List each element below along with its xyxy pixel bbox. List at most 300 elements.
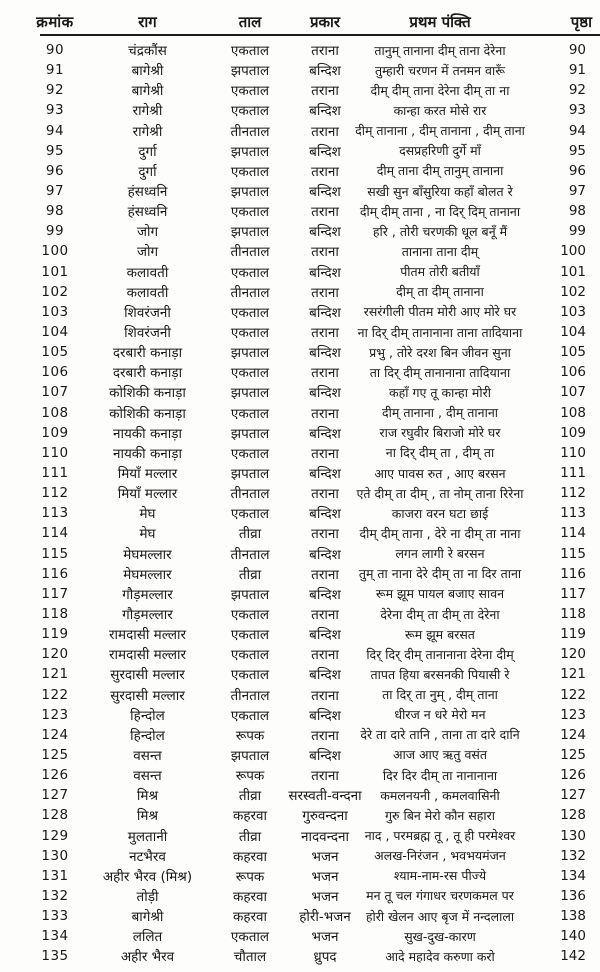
page-number: 126 xyxy=(560,767,586,784)
page-number: 136 xyxy=(560,887,586,904)
composition-type: होरी-भजन xyxy=(299,909,351,926)
raga-name: नायकी कनाड़ा xyxy=(112,425,183,442)
table-row xyxy=(0,80,600,100)
page-number: 142 xyxy=(560,948,586,965)
page-number: 90 xyxy=(568,42,586,59)
table-row xyxy=(0,423,600,443)
first-line-text: तानुम् तानाना दीम् ताना देरेना xyxy=(374,42,506,58)
page-number: 96 xyxy=(568,162,586,179)
composition-type: बन्दिश xyxy=(309,224,341,241)
page-number: 111 xyxy=(560,465,586,482)
raga-name: मियाँ मल्लार xyxy=(117,466,178,483)
table-row xyxy=(0,403,600,423)
table-row xyxy=(0,685,600,705)
taal-name: कहरवा xyxy=(232,848,268,865)
page-number: 118 xyxy=(560,606,586,622)
table-row xyxy=(0,725,600,745)
taal-name: रूपक xyxy=(235,868,265,885)
serial-number: 123 xyxy=(41,706,69,723)
raga-name: तोड़ी xyxy=(136,888,159,905)
taal-name: कहरवा xyxy=(232,909,268,926)
raga-name: हिन्दोल xyxy=(130,727,165,744)
composition-type: तराना xyxy=(311,43,339,60)
raga-name: मेघ xyxy=(139,506,156,523)
serial-number: 129 xyxy=(41,827,69,844)
composition-type: भजन xyxy=(311,848,339,865)
taal-name: एकताल xyxy=(230,647,270,664)
page-number: 102 xyxy=(560,283,586,300)
page-number: 128 xyxy=(560,807,586,824)
taal-name: एकताल xyxy=(230,325,270,342)
serial-number: 115 xyxy=(41,545,69,562)
serial-number: 98 xyxy=(45,203,65,220)
composition-type: बन्दिश xyxy=(309,103,341,120)
first-line-text: दीम् दीम् ताना , ना दिर् दिम् तानाना xyxy=(359,203,521,219)
first-line-text: देरे ता दारे तानि , ताना ता दारे दानि xyxy=(360,727,520,743)
page-number: 95 xyxy=(568,142,586,159)
table-body xyxy=(0,36,600,966)
first-line-text: दीम् तानाना , दीम् तानाना , दीम् ताना xyxy=(355,123,525,139)
taal-name: एकताल xyxy=(230,304,270,321)
composition-type: नादवन्दना xyxy=(301,828,349,845)
first-line-text: अलख-निरंजन , भवभयमंजन xyxy=(374,848,506,864)
serial-number: 112 xyxy=(41,485,69,502)
composition-type: बन्दिश xyxy=(309,184,341,201)
table-row xyxy=(0,503,600,523)
table-row xyxy=(0,926,600,946)
taal-name: तीनताल xyxy=(230,546,270,563)
raga-name: जोग xyxy=(136,244,159,261)
first-line-text: आज आए ऋतु वसंत xyxy=(393,747,487,763)
raga-name: हिन्दोल xyxy=(130,707,165,724)
page-number: 123 xyxy=(560,706,586,723)
raga-name: सुरदासी मल्लार xyxy=(110,687,185,704)
page-number: 125 xyxy=(560,746,586,763)
table-row xyxy=(0,201,600,221)
taal-name: एकताल xyxy=(230,365,270,382)
column-header-taal: ताल xyxy=(238,13,262,31)
raga-name: ललित xyxy=(132,929,163,946)
serial-number: 125 xyxy=(41,746,69,763)
page-number: 140 xyxy=(560,928,586,945)
raga-name: शिवरंजनी xyxy=(124,325,171,342)
first-line-text: तुम् ता नाना देरे दीम् ता ना दिर ताना xyxy=(358,566,522,582)
taal-name: एकताल xyxy=(230,506,270,523)
raga-name: मियाँ मल्लार xyxy=(117,486,178,503)
page-number: 104 xyxy=(560,324,586,341)
composition-type: तराना xyxy=(311,727,339,744)
page-number: 122 xyxy=(560,686,586,703)
first-line-text: तुम्हारी चरणन में तनमन वारूँ xyxy=(375,62,505,78)
table-row xyxy=(0,785,600,805)
serial-number: 126 xyxy=(41,767,69,784)
first-line-text: ना दिर् दीम् ता , दीम् ता xyxy=(385,445,495,461)
table-row xyxy=(0,745,600,765)
table-row xyxy=(0,282,600,302)
composition-type: बन्दिश xyxy=(309,264,341,281)
serial-number: 121 xyxy=(41,666,69,683)
raga-name: वसन्त xyxy=(133,747,162,764)
serial-number: 114 xyxy=(41,525,69,542)
composition-type: तराना xyxy=(311,204,339,221)
table-header-row xyxy=(0,0,600,33)
composition-type: तराना xyxy=(311,687,339,704)
table-row xyxy=(0,322,600,342)
page-number: 134 xyxy=(560,867,586,884)
taal-name: एकताल xyxy=(230,627,270,644)
taal-name: एकताल xyxy=(230,43,270,60)
serial-number: 90 xyxy=(45,42,65,59)
raga-name: कलावती xyxy=(126,264,169,281)
page-number: 120 xyxy=(560,646,586,663)
taal-name: झपताल xyxy=(230,586,270,603)
page-number: 127 xyxy=(560,787,586,804)
page-number: 107 xyxy=(560,384,586,401)
page-number: 112 xyxy=(560,485,586,502)
raga-name: रागेश्री xyxy=(132,123,163,140)
raga-name: बागेश्री xyxy=(131,63,164,80)
first-line-text: लगन लागी रे बरसन xyxy=(395,546,485,562)
first-line-text: आदे महादेव करुणा करो xyxy=(385,948,495,964)
table-row xyxy=(0,221,600,241)
raga-name: कोशिकी कनाड़ा xyxy=(109,385,186,402)
page-number: 130 xyxy=(560,827,586,844)
raga-name: अहीर भैरव xyxy=(120,949,175,966)
table-row xyxy=(0,765,600,785)
first-line-text: कहाँ गए तू कान्हा मोरी xyxy=(389,384,491,400)
raga-name: रामदासी मल्लार xyxy=(108,627,186,644)
first-line-text: तापत हिया बरसनकी पियासी रे xyxy=(370,666,510,682)
table-row xyxy=(0,564,600,584)
table-row xyxy=(0,241,600,261)
page-number: 121 xyxy=(560,666,586,683)
serial-number: 95 xyxy=(45,142,65,159)
serial-number: 92 xyxy=(45,82,65,99)
composition-type: सरस्वती-वन्दना xyxy=(288,788,362,805)
first-line-text: देरेना दीम् ता दीम् ता देरेना xyxy=(380,606,500,622)
first-line-text: सुख-दुख-कारण xyxy=(404,928,476,944)
page-number: 97 xyxy=(568,183,586,200)
page-number: 116 xyxy=(560,565,586,582)
column-header-first-line: प्रथम पंक्ति xyxy=(409,13,471,31)
first-line-text: हरि , तोरी चरणकी धूल बनूँ मैं xyxy=(372,223,508,239)
taal-name: एकताल xyxy=(230,83,270,100)
composition-type: तराना xyxy=(311,607,339,623)
table-row xyxy=(0,604,600,624)
first-line-text: ता दिर् ता नुम् , दीम् ताना xyxy=(382,687,498,703)
serial-number: 102 xyxy=(41,283,69,300)
raga-name: मिश्र xyxy=(136,788,159,805)
first-line-text: पीतम तोरी बतीयाँ xyxy=(400,264,480,280)
page-number: 92 xyxy=(568,82,586,99)
composition-type: भजन xyxy=(311,888,339,905)
raga-name: कोशिकी कनाड़ा xyxy=(109,405,186,422)
composition-type: तराना xyxy=(311,768,339,785)
serial-number: 109 xyxy=(41,424,69,441)
composition-type: तराना xyxy=(311,83,339,100)
table-row xyxy=(0,463,600,483)
taal-name: एकताल xyxy=(230,667,270,684)
table-row xyxy=(0,60,600,80)
table-row xyxy=(0,483,600,503)
table-row xyxy=(0,846,600,866)
first-line-text: मन तू चल गंगाधर चरणकमल पर xyxy=(366,888,514,904)
taal-name: तीनताल xyxy=(230,123,270,140)
first-line-text: गुरु बिन मेरो कौन सहारा xyxy=(385,807,495,823)
raga-name: मुलतानी xyxy=(127,828,168,845)
table-row xyxy=(0,866,600,886)
serial-number: 106 xyxy=(41,364,69,381)
serial-number: 119 xyxy=(41,626,69,643)
table-row xyxy=(0,906,600,926)
serial-number: 97 xyxy=(45,183,65,200)
serial-number: 107 xyxy=(41,384,69,401)
composition-type: बन्दिश xyxy=(309,345,341,362)
table-row xyxy=(0,443,600,463)
composition-type: बन्दिश xyxy=(309,667,341,684)
table-row xyxy=(0,100,600,120)
serial-number: 94 xyxy=(45,122,65,139)
first-line-text: दसप्रहरिणी दुर्गे माँ xyxy=(399,143,481,159)
serial-number: 104 xyxy=(41,324,69,341)
first-line-text: दीम् दीम् ताना , देरे ना दीम् ता नाना xyxy=(359,525,521,541)
taal-name: तीव्रा xyxy=(238,788,262,805)
taal-name: कहरवा xyxy=(232,888,268,905)
taal-name: झपताल xyxy=(230,224,270,241)
composition-type: तराना xyxy=(311,284,339,301)
taal-name: एकताल xyxy=(230,405,270,422)
taal-name: तीव्रा xyxy=(238,828,262,845)
first-line-text: प्रभु , तोरे दरश बिन जीवन सुना xyxy=(369,344,511,360)
serial-number: 127 xyxy=(41,787,69,804)
taal-name: झपताल xyxy=(230,466,270,483)
first-line-text: राज रघुवीर बिराजो मोरे घर xyxy=(379,425,501,441)
raga-name: हंसध्वनि xyxy=(127,204,168,221)
composition-type: तराना xyxy=(311,647,339,664)
table-row xyxy=(0,664,600,684)
serial-number: 101 xyxy=(41,263,69,280)
raga-name: वसन्त xyxy=(133,768,162,785)
taal-name: रूपक xyxy=(235,727,265,744)
first-line-text: रसरंगीली पीतम मोरी आए मोरे घर xyxy=(363,304,517,320)
raga-name: मिश्र xyxy=(136,808,159,825)
serial-number: 133 xyxy=(41,908,69,925)
serial-number: 91 xyxy=(45,62,65,79)
taal-name: झपताल xyxy=(230,143,270,160)
page-number: 110 xyxy=(560,444,586,461)
first-line-text: आए पावस रुत , आए बरसन xyxy=(374,465,506,481)
serial-number: 100 xyxy=(41,243,69,260)
composition-type: गुरुवन्दना xyxy=(302,808,348,825)
first-line-text: होरी खेलन आए बृज में नन्दलाला xyxy=(365,908,515,924)
serial-number: 134 xyxy=(41,928,69,945)
page-number: 100 xyxy=(560,243,586,260)
raga-name: शिवरंजनी xyxy=(124,304,171,321)
page-number: 138 xyxy=(560,908,586,925)
first-line-text: रूम झूम बरसत xyxy=(405,626,475,642)
composition-type: बन्दिश xyxy=(309,425,341,442)
composition-type: तराना xyxy=(311,365,339,382)
taal-name: एकताल xyxy=(230,707,270,724)
first-line-text: रूम झूम पायल बजाए सावन xyxy=(375,586,505,602)
table-row xyxy=(0,644,600,664)
serial-number: 130 xyxy=(41,847,69,864)
first-line-text: दीम् दीम् ताना देरेना दीम् ता ना xyxy=(370,82,510,98)
table-row xyxy=(0,805,600,825)
composition-type: बन्दिश xyxy=(309,627,341,644)
table-row xyxy=(0,946,600,966)
raga-name: रामदासी मल्लार xyxy=(108,647,186,664)
serial-number: 131 xyxy=(41,867,69,884)
taal-name: एकताल xyxy=(230,163,270,180)
raga-name: दरबारी कनाड़ा xyxy=(112,345,183,362)
raga-name: नायकी कनाड़ा xyxy=(112,445,183,462)
composition-type: तराना xyxy=(311,486,339,503)
page-number: 115 xyxy=(560,545,586,562)
taal-name: एकताल xyxy=(230,607,270,623)
table-row xyxy=(0,362,600,382)
serial-number: 96 xyxy=(45,162,65,179)
table-row xyxy=(0,584,600,604)
serial-number: 135 xyxy=(41,948,69,965)
page-number: 105 xyxy=(560,344,586,361)
page-number: 103 xyxy=(560,303,586,320)
first-line-text: ना दिर् दीम् तानानाना ताना तादियाना xyxy=(357,324,523,340)
serial-number: 103 xyxy=(41,303,69,320)
raga-name: दरबारी कनाड़ा xyxy=(112,365,183,382)
raga-name: गौड़मल्लार xyxy=(122,586,173,603)
raga-name: कलावती xyxy=(126,284,169,301)
first-line-text: धीरज न धरे मेरो मन xyxy=(394,707,486,723)
raga-name: सुरदासी मल्लार xyxy=(110,667,185,684)
first-line-text: दीम् ताना दीम् तानुम् तानाना xyxy=(376,163,504,179)
page-number: 113 xyxy=(560,505,586,522)
table-row xyxy=(0,262,600,282)
taal-name: रूपक xyxy=(235,768,265,785)
raga-name: मेघमल्लार xyxy=(123,566,172,583)
column-header-raga: राग xyxy=(138,13,157,31)
composition-type: बन्दिश xyxy=(309,506,341,523)
serial-number: 122 xyxy=(41,686,69,703)
raga-name: नटभैरव xyxy=(129,848,166,865)
taal-name: कहरवा xyxy=(232,808,268,825)
page-number: 94 xyxy=(568,122,586,139)
raga-name: जोग xyxy=(136,224,159,241)
taal-name: एकताल xyxy=(230,103,270,120)
page-number: 101 xyxy=(560,263,586,280)
page-number: 124 xyxy=(560,726,586,743)
table-row xyxy=(0,382,600,402)
composition-type: बन्दिश xyxy=(309,747,341,764)
table-row xyxy=(0,624,600,644)
page-number: 106 xyxy=(560,364,586,381)
first-line-text: दिर् दिर् दीम् तानानाना देरेना दीम् xyxy=(366,646,514,662)
page-number: 109 xyxy=(560,424,586,441)
taal-name: एकताल xyxy=(230,929,270,946)
composition-type: बन्दिश xyxy=(309,586,341,603)
serial-number: 128 xyxy=(41,807,69,824)
composition-type: तराना xyxy=(311,566,339,583)
serial-number: 113 xyxy=(41,505,69,522)
taal-name: एकताल xyxy=(230,445,270,462)
raga-name: चंद्रकौंस xyxy=(128,43,167,60)
serial-number: 117 xyxy=(41,585,69,602)
raga-name: मेघ xyxy=(139,526,156,543)
table-row xyxy=(0,544,600,564)
composition-type: बन्दिश xyxy=(309,546,341,563)
composition-type: बन्दिश xyxy=(309,304,341,321)
page-number: 108 xyxy=(560,404,586,421)
table-row xyxy=(0,181,600,201)
serial-number: 99 xyxy=(45,223,65,240)
page-number: 98 xyxy=(568,203,586,220)
taal-name: एकताल xyxy=(230,204,270,221)
serial-number: 118 xyxy=(41,606,69,622)
first-line-text: दीम् ता दीम् तानाना xyxy=(396,284,484,300)
page-number: 119 xyxy=(560,626,586,643)
first-line-text: ता दिर् दीम् तानानाना तादियाना xyxy=(369,364,511,380)
taal-name: तीनताल xyxy=(230,687,270,704)
taal-name: झपताल xyxy=(230,345,270,362)
serial-number: 110 xyxy=(41,444,69,461)
first-line-text: दीम् तानाना , दीम् तानाना xyxy=(382,405,498,421)
page-number: 114 xyxy=(560,525,586,542)
taal-name: तीनताल xyxy=(230,284,270,301)
composition-type: बन्दिश xyxy=(309,707,341,724)
first-line-text: कमलनयनी , कमलवासिनी xyxy=(380,787,500,803)
serial-number: 132 xyxy=(41,887,69,904)
first-line-text: दिर दिर दीम् ता नानानाना xyxy=(382,767,498,783)
table-row xyxy=(0,705,600,725)
taal-name: झपताल xyxy=(230,184,270,201)
table-row xyxy=(0,141,600,161)
taal-name: तीनताल xyxy=(230,244,270,261)
composition-type: भजन xyxy=(311,929,339,946)
composition-type: बन्दिश xyxy=(309,63,341,80)
page-number: 93 xyxy=(568,102,586,119)
first-line-text: काजरा वरन घटा छाई xyxy=(391,505,489,521)
first-line-text: तानाना ताना दीम् xyxy=(401,243,479,259)
composition-type: ध्रुपद xyxy=(313,949,337,966)
taal-name: झपताल xyxy=(230,63,270,80)
raga-name: दुर्गा xyxy=(138,143,157,160)
composition-type: तराना xyxy=(311,526,339,543)
table-row xyxy=(0,302,600,322)
column-header-page: पृष्ठा xyxy=(570,13,592,31)
table-row xyxy=(0,342,600,362)
serial-number: 108 xyxy=(41,404,69,421)
taal-name: चौताल xyxy=(233,949,267,966)
first-line-text: कान्हा करत मोसे रार xyxy=(393,102,487,118)
first-line-text: श्याम-नाम-रस पीज्ये xyxy=(393,868,487,884)
column-header-serial: क्रमांक xyxy=(36,13,74,31)
raga-name: रागेश्री xyxy=(132,103,163,120)
composition-type: तराना xyxy=(311,244,339,261)
page-number: 91 xyxy=(568,62,586,79)
raga-name: मेघमल्लार xyxy=(123,546,172,563)
table-row xyxy=(0,40,600,60)
page-number: 99 xyxy=(568,223,586,240)
page-number: 132 xyxy=(560,847,586,864)
first-line-text: एते दीम् ता दीम् , ता नोम् ताना रिरेना xyxy=(356,485,524,501)
raga-name: हंसध्वनि xyxy=(127,184,168,201)
composition-type: तराना xyxy=(311,445,339,462)
raga-name: बागेश्री xyxy=(131,909,164,926)
serial-number: 120 xyxy=(41,646,69,663)
composition-type: तराना xyxy=(311,325,339,342)
composition-type: बन्दिश xyxy=(309,466,341,483)
taal-name: तीनताल xyxy=(230,486,270,503)
